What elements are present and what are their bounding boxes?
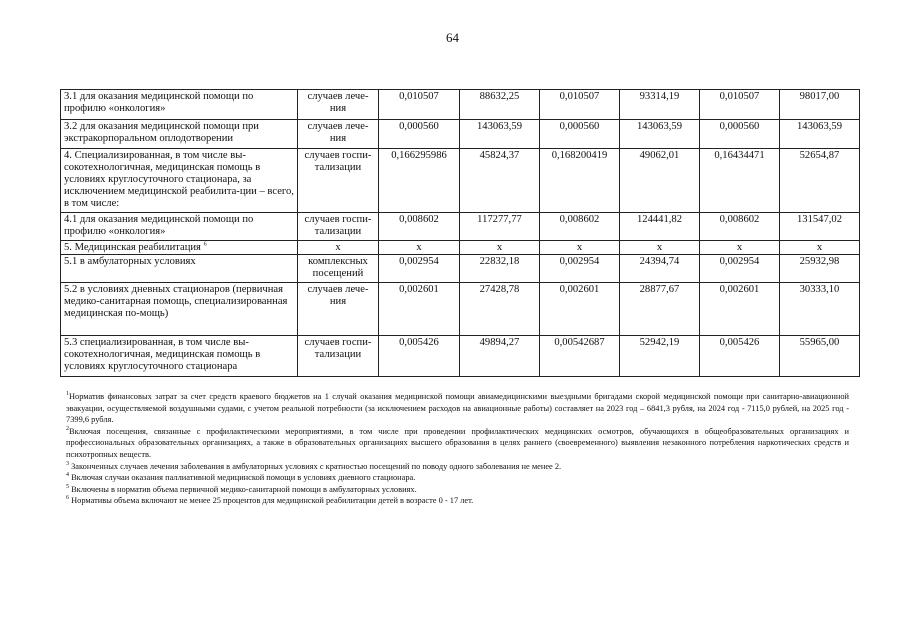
footnote-mark: 3	[66, 460, 69, 467]
value-cell: 143063,59	[780, 120, 860, 149]
footnote	[66, 484, 849, 496]
row-name	[61, 241, 298, 255]
value-cell: 28877,67	[620, 283, 700, 336]
value-cell: 52654,87	[780, 149, 860, 213]
footnote-text: Нормативы объема включают не менее 25 процентов для медицинской реабилитации детей в возрасте 0 - 17 лет.	[71, 496, 474, 506]
value-cell: 88632,25	[460, 90, 540, 120]
table-row	[61, 90, 860, 120]
value-cell: х	[540, 241, 620, 255]
value-cell: 143063,59	[460, 120, 540, 149]
table-row	[61, 336, 860, 377]
table-row	[61, 241, 860, 255]
value-cell: 24394,74	[620, 255, 700, 283]
value-cell: 0,010507	[700, 90, 780, 120]
value-cell: 0,000560	[540, 120, 620, 149]
row-name: 4.1 для оказания медицинской помощи по профилю «онкология»	[61, 213, 298, 241]
value-cell: 98017,00	[780, 90, 860, 120]
table-row	[61, 255, 860, 283]
row-name: 5.2 в условиях дневных стационаров (первичная медико-санитарная помощь, специализированная медицинская по-мощь)	[61, 283, 298, 336]
row-unit: комплексных посещений	[298, 255, 379, 283]
row-unit: случаев лече-ния	[298, 283, 379, 336]
row-unit: х	[298, 241, 379, 255]
value-cell: х	[620, 241, 700, 255]
value-cell: 117277,77	[460, 213, 540, 241]
value-cell: 0,000560	[379, 120, 460, 149]
value-cell: 0,008602	[700, 213, 780, 241]
value-cell: 0,010507	[540, 90, 620, 120]
value-cell: х	[700, 241, 780, 255]
footnotes	[66, 391, 849, 507]
value-cell: 124441,82	[620, 213, 700, 241]
footnote-mark: 4	[66, 472, 69, 479]
table-row	[61, 283, 860, 336]
footnote-text: Включая посещения, связанные с профилактическими мероприятиями, в том числе при проведении профилактических медицинских осмотров, обучающихся в общеобразовательных организациях и профессиональных образовательных организациях, а также в образовательных организациях высшего образования в целях раннего (своевременного) выявления незаконного потребления наркотических средств и психотропных веществ.	[66, 426, 849, 459]
page-number: 64	[446, 30, 459, 45]
value-cell: 0,002954	[700, 255, 780, 283]
value-cell: х	[780, 241, 860, 255]
value-cell: 49894,27	[460, 336, 540, 377]
value-cell: 0,16434471	[700, 149, 780, 213]
row-name-text: 5. Медицинская реабилитация	[64, 242, 201, 253]
norms-table	[60, 89, 860, 377]
row-name: 3.2 для оказания медицинской помощи при экстракорпоральном оплодотворении	[61, 120, 298, 149]
row-name: 5.1 в амбулаторных условиях	[61, 255, 298, 283]
footnote	[66, 472, 849, 484]
value-cell: 55965,00	[780, 336, 860, 377]
value-cell: 22832,18	[460, 255, 540, 283]
value-cell: 25932,98	[780, 255, 860, 283]
footnote-text: Включены в норматив объема первичной медико-санитарной помощи в амбулаторных условиях.	[71, 484, 417, 494]
table-row	[61, 120, 860, 149]
value-cell: 131547,02	[780, 213, 860, 241]
footnote	[66, 426, 849, 461]
row-unit: случаев госпи-тализации	[298, 336, 379, 377]
value-cell: 27428,78	[460, 283, 540, 336]
row-unit: случаев госпи-тализации	[298, 213, 379, 241]
row-unit: случаев госпи-тализации	[298, 149, 379, 213]
value-cell: 0,166295986	[379, 149, 460, 213]
value-cell: 45824,37	[460, 149, 540, 213]
footnote-text: Законченных случаев лечения заболевания в амбулаторных условиях с кратностью посещений по поводу одного заболевания не менее 2.	[71, 461, 562, 471]
value-cell: 49062,01	[620, 149, 700, 213]
footnote-text: Включая случаи оказания паллиативной медицинской помощи в условиях дневного стационара.	[71, 473, 416, 483]
value-cell: 30333,10	[780, 283, 860, 336]
row-name: 3.1 для оказания медицинской помощи по профилю «онкология»	[61, 90, 298, 120]
row-unit: случаев лече-ния	[298, 120, 379, 149]
table-row	[61, 149, 860, 213]
value-cell: 0,002601	[700, 283, 780, 336]
footnote	[66, 461, 849, 473]
value-cell: 0,010507	[379, 90, 460, 120]
value-cell: х	[379, 241, 460, 255]
footnote	[66, 495, 849, 507]
value-cell: 0,002601	[540, 283, 620, 336]
value-cell: 0,00542687	[540, 336, 620, 377]
value-cell: 143063,59	[620, 120, 700, 149]
value-cell: 0,008602	[540, 213, 620, 241]
value-cell: 0,000560	[700, 120, 780, 149]
row-name: 5.3 специализированная, в том числе вы-сокотехнологичная, медицинская помощь в условиях круглосуточного стационара	[61, 336, 298, 377]
row-name: 4. Специализированная, в том числе вы-сокотехнологичная, медицинская помощь в условиях круглосуточного стационара, за исключением медицинской реабилита-ции – всего, в том числе:	[61, 149, 298, 213]
table-row	[61, 213, 860, 241]
value-cell: 0,008602	[379, 213, 460, 241]
footnote	[66, 391, 849, 426]
footnote-text: Норматив финансовых затрат за счет средств краевого бюджетов на 1 случай оказания медицинской помощи авиамедицинскими выездными бригадами скорой медицинской помощи при санитарно-авиационной эвакуации, осуществляемой воздушными судами, с учетом реальной потребности (за исключением расходов на авиационные работы) составляет на 2023 год – 6841,3 рубля, на 2024 год - 7115,0 рублей, на 2025 год - 7399,6 рубля.	[66, 392, 849, 425]
value-cell: х	[460, 241, 540, 255]
footnote-mark: 1	[66, 391, 69, 398]
value-cell: 0,002954	[540, 255, 620, 283]
value-cell: 0,005426	[379, 336, 460, 377]
row-unit: случаев лече-ния	[298, 90, 379, 120]
value-cell: 0,002601	[379, 283, 460, 336]
value-cell: 0,002954	[379, 255, 460, 283]
footnote-mark: 2	[66, 425, 69, 432]
value-cell: 0,168200419	[540, 149, 620, 213]
footnote-mark: 6	[66, 495, 69, 502]
footnote-mark: 5	[66, 483, 69, 490]
value-cell: 52942,19	[620, 336, 700, 377]
value-cell: 0,005426	[700, 336, 780, 377]
value-cell: 93314,19	[620, 90, 700, 120]
footnote-ref: 6	[203, 241, 207, 248]
